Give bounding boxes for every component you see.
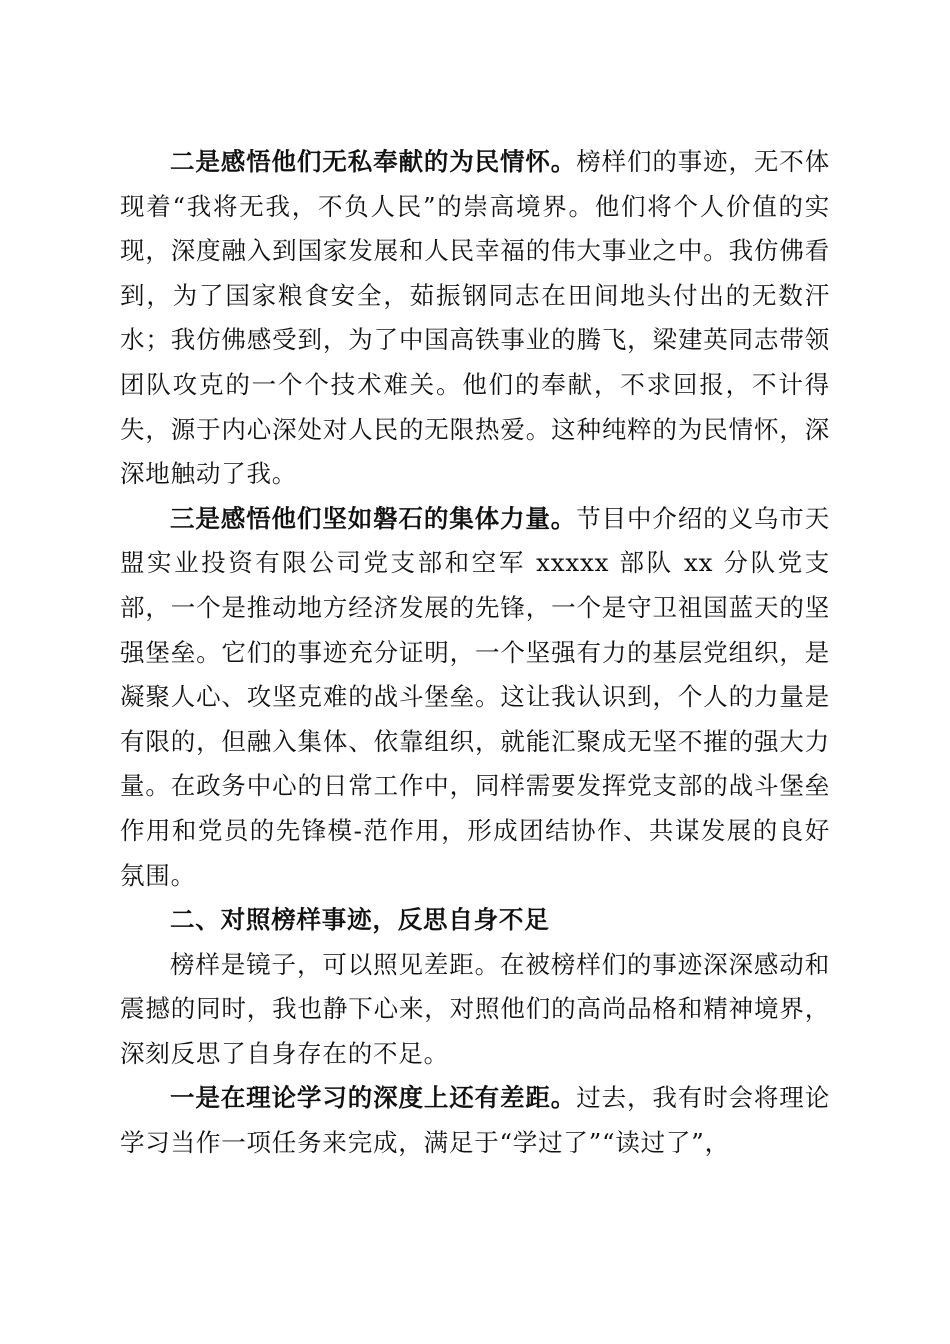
paragraph-lead: 三是感悟他们坚如磐石的集体力量。 <box>170 503 577 533</box>
paragraph-lead: 二是感悟他们无私奉献的为民情怀。 <box>170 147 577 176</box>
document-page <box>120 140 830 1166</box>
paragraph-body: 榜样是镜子，可以照见差距。在被榜样们的事迹深深感动和震撼的同时，我也静下心来，对照他们的高尚品格和精神境界，深刻反思了自身存在的不足。 <box>120 949 830 1068</box>
paragraph-body: 榜样们的事迹，无不体现着“我将无我，不负人民”的崇高境界。他们将个人价值的实现，深度融入到国家发展和人民幸福的伟大事业之中。我仿佛看到，为了国家粮食安全，茹振钢同志在田间地头付出的无数汗水；我仿佛感受到，为了中国高铁事业的腾飞，梁建英同志带领团队攻克的一个个技术难关。他们的奉献，不求回报，不计得失，源于内心深处对人民的无限热爱。这种纯粹的为民情怀，深深地触动了我。 <box>120 147 830 489</box>
paragraph-body: 过去，我有时会将理论学习当作一项任务来完成，满足于“学过了”“读过了”， <box>120 1083 830 1158</box>
paragraph-selfless-dedication <box>120 140 830 497</box>
paragraph-reflection-intro <box>120 943 830 1077</box>
paragraph-lead: 一是在理论学习的深度上还有差距。 <box>170 1083 577 1113</box>
paragraph-body: 节目中介绍的义乌市天盟实业投资有限公司党支部和空军 xxxxx 部队 xx 分队党支部，一个是推动地方经济发展的先锋，一个是守卫祖国蓝天的坚强堡垒。它们的事迹充分证明，一个坚强有力的基层党组织，是凝聚人心、攻坚克难的战斗堡垒。这让我认识到，个人的力量是有限的，但融入集体、依靠组织，就能汇聚成无坚不摧的强大力量。在政务中心的日常工作中，同样需要发挥党支部的战斗堡垒作用和党员的先锋模-范作用，形成团结协作、共谋发展的良好氛围。 <box>120 503 830 890</box>
paragraph-collective-strength <box>120 497 830 898</box>
section-heading: 二、对照榜样事迹，反思自身不足 <box>170 905 550 935</box>
paragraph-theory-study <box>120 1076 830 1165</box>
